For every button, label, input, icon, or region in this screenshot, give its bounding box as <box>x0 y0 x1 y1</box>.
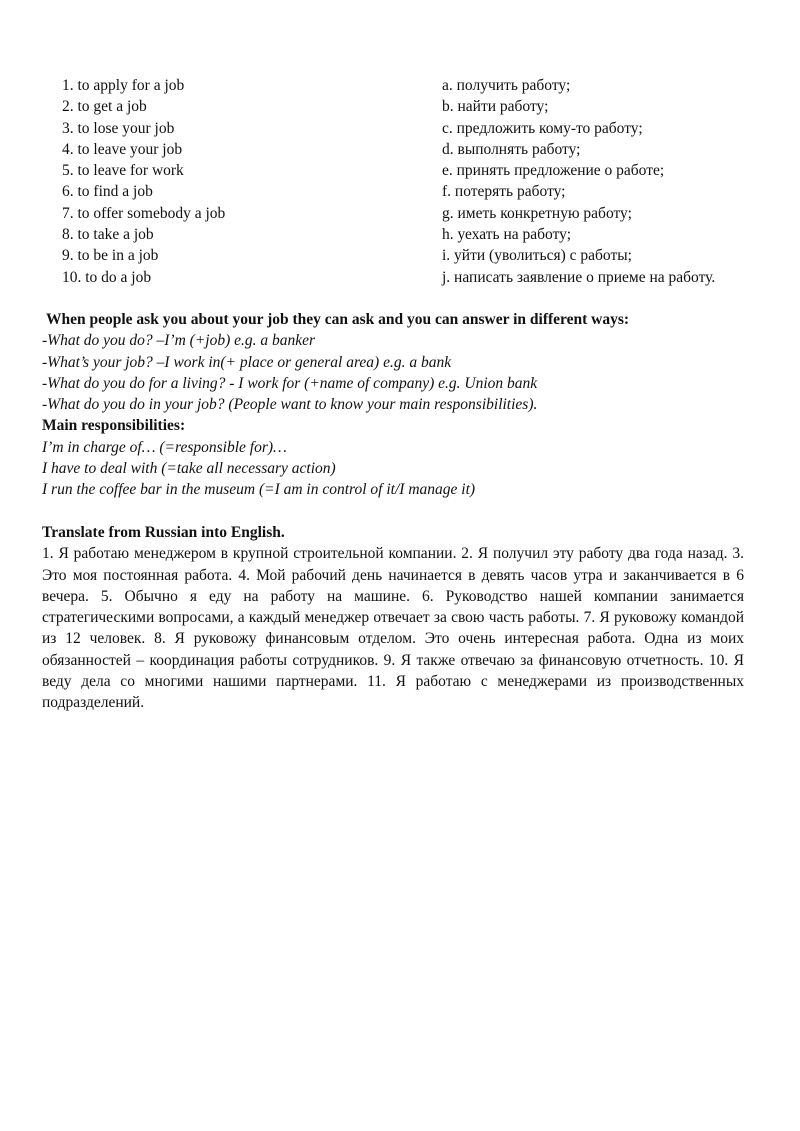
match-row <box>62 245 762 266</box>
match-row <box>62 96 762 117</box>
job-questions-heading: When people ask you about your job they can ask and you can answer in different ways: <box>46 311 630 328</box>
match-row <box>62 118 762 139</box>
match-translation: g. иметь конкретную работу; <box>442 204 632 222</box>
match-translation: i. уйти (уволиться) с работы; <box>442 247 632 265</box>
match-row <box>62 267 762 288</box>
match-translation: d. выполнять работу; <box>442 140 581 158</box>
responsibilities-heading: Main responsibilities: <box>42 417 186 435</box>
match-phrase: 1. to apply for a job <box>62 77 185 94</box>
match-phrase: 7. to offer somebody a job <box>62 204 226 222</box>
match-translation: b. найти работу; <box>442 98 549 116</box>
match-translation: c. предложить кому-то работу; <box>442 119 643 137</box>
match-phrase: 2. to get a job <box>62 98 147 116</box>
match-phrase: 4. to leave your job <box>62 140 183 158</box>
matching-exercise <box>62 75 762 288</box>
match-row <box>62 75 762 96</box>
match-phrase: 8. to take a job <box>62 226 154 244</box>
match-row <box>62 139 762 160</box>
match-row <box>62 203 762 224</box>
match-translation: j. написать заявление о приеме на работу. <box>442 268 716 286</box>
match-translation: e. принять предложение о работе; <box>442 162 665 180</box>
responsibility-line: I run the coffee bar in the museum (=I am in control of it/I manage it) <box>42 481 476 499</box>
match-phrase: 9. to be in a job <box>62 247 159 265</box>
responsibility-line: I have to deal with (=take all necessary action) <box>42 460 336 478</box>
job-questions-section <box>42 309 744 501</box>
job-question-line: -What do you do in your job? (People want to know your main responsibilities). <box>42 396 538 414</box>
match-translation: h. уехать на работу; <box>442 226 571 244</box>
job-question-line: -What’s your job? –I work in(+ place or general area) e.g. a bank <box>42 353 452 371</box>
match-row <box>62 224 762 245</box>
match-phrase: 10. to do a job <box>62 268 152 286</box>
job-question-line: -What do you do? –I’m (+job) e.g. a banker <box>42 332 316 350</box>
match-phrase: 6. to find a job <box>62 183 153 201</box>
match-row <box>62 181 762 202</box>
responsibility-line: I’m in charge of… (=responsible for)… <box>42 438 287 456</box>
match-phrase: 3. to lose your job <box>62 119 175 137</box>
translation-heading: Translate from Russian into English. <box>42 524 285 541</box>
match-phrase: 5. to leave for work <box>62 162 184 180</box>
match-translation: f. потерять работу; <box>442 183 566 201</box>
match-translation: a. получить работу; <box>442 77 571 94</box>
job-question-line: -What do you do for a living? - I work for (+name of company) e.g. Union bank <box>42 374 538 392</box>
match-row <box>62 160 762 181</box>
translation-text: 1. Я работаю менеджером в крупной строительной компании. 2. Я получил эту работу два года назад. 3. Это моя постоянная работа. 4. Мой рабочий день начинается в девять часов утра и заканчивается в 6 вечера. 5. Обычно я еду на работу на машине. 6. Руководство нашей компании занимается стратегическими вопросами, а каждый менеджер отвечает за свою часть работы. 7. Я руковожу командой из 12 человек. 8. Я руковожу финансовым отделом. Это очень интересная работа. Одна из моих обязанностей – координация работы сотрудников. 9. Я также отвечаю за финансовую отчетность. 10. Я веду дела со многими нашими партнерами. 11. Я работаю с менеджерами из производственных подразделений. <box>42 545 744 712</box>
translation-section <box>42 522 744 714</box>
